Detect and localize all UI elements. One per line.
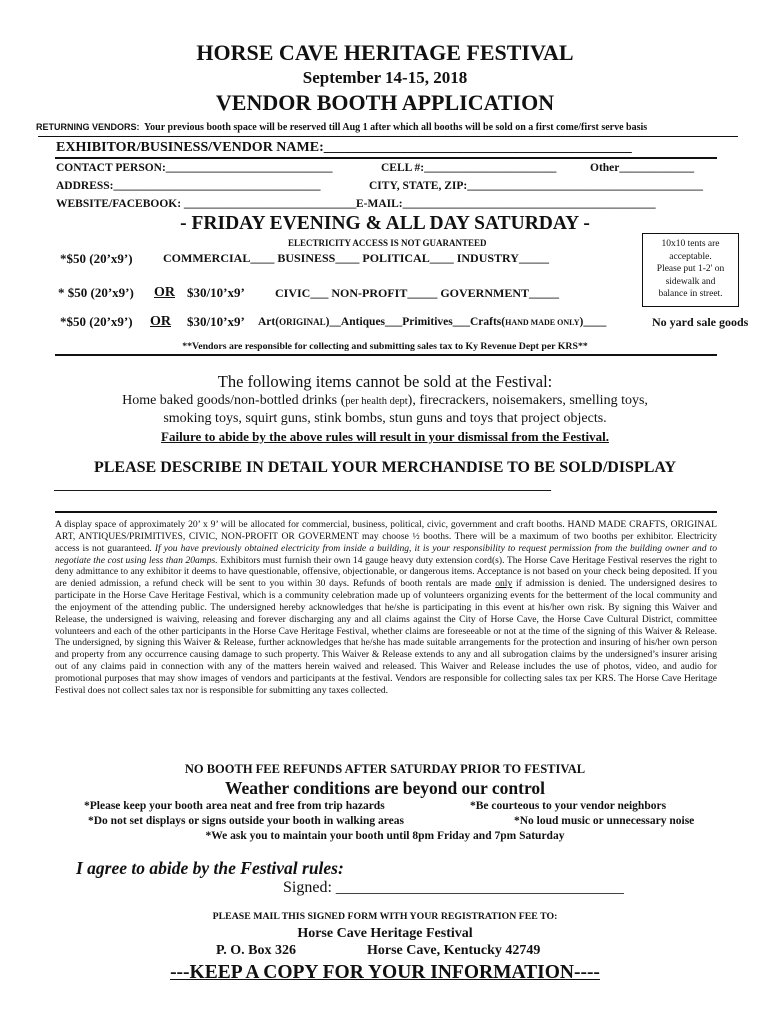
vendor-name-field[interactable]: EXHIBITOR/BUSINESS/VENDOR NAME:____________________________________________ bbox=[56, 140, 632, 155]
prohibited-line1 bbox=[0, 393, 770, 409]
sales-tax-note: **Vendors are responsible for collecting and submitting sales tax to Ky Revenue Dept per KRS** bbox=[182, 341, 588, 352]
no-yard-sale-note: No yard sale goods bbox=[652, 315, 749, 329]
booth-options-row1[interactable]: COMMERCIAL____ BUSINESS____ POLITICAL____ INDUSTRY_____ bbox=[163, 251, 549, 265]
half-booth-price-row3: $30/10’x9’ bbox=[187, 314, 245, 329]
or-label: OR bbox=[150, 314, 171, 329]
health-dept-note: per health dept bbox=[345, 396, 408, 407]
agree-statement: I agree to abide by the Festival rules: bbox=[76, 858, 344, 878]
prohibited-line2: smoking toys, squirt guns, stink bombs, stun guns and toys that project objects. bbox=[163, 411, 607, 426]
only-emphasis: only bbox=[495, 578, 513, 590]
art-option: Art( bbox=[258, 316, 280, 328]
merchandise-input-line[interactable]: _______________________________________________________________________ bbox=[54, 478, 551, 493]
mail-po-box: P. O. Box 326 bbox=[216, 943, 296, 958]
mail-organization: Horse Cave Heritage Festival bbox=[297, 926, 473, 941]
cell-field[interactable]: CELL #:_______________________ bbox=[381, 162, 557, 174]
keep-copy-note: ---KEEP A COPY FOR YOUR INFORMATION---- bbox=[170, 962, 600, 983]
contact-divider bbox=[55, 157, 717, 159]
original-tag: ORIGINAL bbox=[279, 317, 326, 327]
signature-line[interactable]: Signed: ____________________________________ bbox=[283, 879, 624, 896]
crafts-blank: )____ bbox=[579, 316, 607, 328]
tent-note-line: sidewalk and bbox=[665, 276, 716, 287]
terms-text: if admission is denied. The undersigned desires to participate in the Horse Cave Heritage Festival, which is a community celebration made up of volunteers organizing events for the betterment of the local community and the enjoyment of the attending public. The undersigned hereby acknowledges that he/she is participating in this event at his/her own risk. By signing this Waiver and Release, the undersigned is waiving, releasing and forever discharging any and all claims against the City of Horse Cave, the Horse Cave Cultural District, committee volunteers and each of the other participants in the Horse Cave Heritage Festival, whether claims are foreseeable or not at the time of the signing of this Waiver & Release. The undersigned, by signing this Waiver & Release, further acknowledges that he/she has made suitable arrangements for the protection and insuring of his/her own person and property from any occurrence causing damage to such property. This Waiver & Release extends to any and all subrogation claims by the undersigned’s insurer arising out of any claims paid in connection with any of the matters herein waived and released. This Waiver and Release includes the use of photos, video, and audio for promotional purposes that may show images of vendors and participants at the festival. Vendors are responsible for collecting sales tax per KRS. The Horse Cave Heritage Festival does not collect sales tax nor is responsible for submitting any taxes collected. bbox=[55, 578, 717, 696]
prohibited-text: ), firecrackers, noisemakers, smelling toys, bbox=[407, 393, 648, 408]
address-field[interactable]: ADDRESS:____________________________________ bbox=[56, 180, 321, 192]
prohibited-text: Home baked goods/non-bottled drinks ( bbox=[122, 393, 346, 408]
mail-city: Horse Cave, Kentucky 42749 bbox=[367, 943, 541, 958]
merchandise-divider bbox=[55, 511, 717, 513]
email-field[interactable]: E-MAIL:____________________________________________ bbox=[356, 198, 656, 210]
tent-note-line: balance in street. bbox=[658, 289, 723, 299]
other-field[interactable]: Other_____________ bbox=[590, 162, 695, 174]
returning-vendors-label: RETURNING VENDORS: bbox=[36, 122, 140, 132]
festival-dates: September 14-15, 2018 bbox=[302, 68, 468, 87]
rule-courteous: *Be courteous to your vendor neighbors bbox=[470, 800, 667, 812]
returning-vendors-text: Your previous booth space will be reserved till Aug 1 after which all booths will be sold on a first come/first serve basis bbox=[144, 122, 648, 133]
tent-note-line: Please put 1-2' on bbox=[656, 264, 725, 274]
booth-price-row3: *$50 (20’x9’) bbox=[60, 314, 133, 329]
booth-options-row3[interactable] bbox=[258, 316, 606, 328]
contact-person-field[interactable]: CONTACT PERSON:_____________________________ bbox=[56, 162, 333, 174]
or-label: OR bbox=[154, 285, 175, 300]
dismissal-warning: Failure to abide by the above rules will result in your dismissal from the Festival. bbox=[161, 429, 609, 444]
prohibited-heading: The following items cannot be sold at the Festival: bbox=[217, 372, 553, 391]
rule-no-signs: *Do not set displays or signs outside your booth in walking areas bbox=[88, 815, 404, 827]
no-refunds-note: NO BOOTH FEE REFUNDS AFTER SATURDAY PRIOR TO FESTIVAL bbox=[184, 762, 586, 776]
terms-paragraph bbox=[55, 519, 717, 697]
website-field[interactable]: WEBSITE/FACEBOOK: ______________________________ bbox=[56, 198, 357, 210]
rule-neat-booth: *Please keep your booth area neat and free from trip hazards bbox=[84, 800, 385, 812]
terms-text: A display space of approximately 20’ x 9’ will be allocated for commercial, business, political, civic, government and craft booths. HAND MADE CRAFTS, ORIGINAL ART, ANTIQUES/PRIMITIVES, CIVIC, NON-PROFIT OR GOVERMENT may choose ½ booths. There will be a maximum of two booths per exhibitor. Electricity access is not guaranteed. bbox=[55, 519, 717, 554]
antiques-primitives-crafts-option: )__Antiques___Primitives___Crafts( bbox=[325, 316, 506, 328]
festival-title: HORSE CAVE HERITAGE FESTIVAL bbox=[196, 40, 574, 65]
tent-note-box bbox=[642, 233, 739, 307]
merchandise-heading: PLEASE DESCRIBE IN DETAIL YOUR MERCHANDISE TO BE SOLD/DISPLAY bbox=[93, 459, 677, 476]
form-title: VENDOR BOOTH APPLICATION bbox=[215, 90, 555, 115]
booth-options-row2[interactable]: CIVIC___ NON-PROFIT_____ GOVERNMENT_____ bbox=[275, 286, 560, 300]
tent-note-line: acceptable. bbox=[669, 251, 712, 262]
header-divider bbox=[38, 136, 738, 137]
rule-hours: *We ask you to maintain your booth until 8pm Friday and 7pm Saturday bbox=[205, 830, 565, 842]
half-booth-price-row2: $30/10’x9’ bbox=[187, 285, 245, 300]
weather-note: Weather conditions are beyond our control bbox=[224, 778, 546, 798]
electricity-italic-note: If you have previously obtained electricity from inside a building, it is your responsibility to request permission from the building owner and to negotiate the cost using less than 20amps. bbox=[55, 542, 718, 566]
mail-instruction: PLEASE MAIL THIS SIGNED FORM WITH YOUR REGISTRATION FEE TO: bbox=[212, 911, 558, 922]
electricity-note: ELECTRICITY ACCESS IS NOT GUARANTEED bbox=[288, 238, 487, 248]
booth-divider bbox=[55, 354, 717, 356]
booth-price-row2: * $50 (20’x9’) bbox=[58, 285, 134, 300]
handmade-tag: HAND MADE ONLY bbox=[505, 318, 580, 327]
city-state-zip-field[interactable]: CITY, STATE, ZIP:_________________________________________ bbox=[369, 180, 703, 192]
terms-text: Exhibitors must furnish their own 14 gauge heavy duty extension cord(s). The Horse Cave Heritage Festival reserves the right to deny admittance to any exhibitor it deems to have questionable, offensive, objectionable, or dangerous items. Acceptance is not based on your check being deposited. If you are denied admission, a refund check will be sent to you within 30 days. Refunds of booth rentals are made bbox=[55, 554, 717, 590]
tent-note-line: 10x10 tents are bbox=[661, 239, 720, 249]
booth-heading: - FRIDAY EVENING & ALL DAY SATURDAY - bbox=[180, 213, 590, 234]
rule-no-noise: *No loud music or unnecessary noise bbox=[514, 815, 695, 827]
returning-vendors-note bbox=[36, 122, 647, 133]
booth-price-row1: *$50 (20’x9’) bbox=[60, 251, 133, 266]
